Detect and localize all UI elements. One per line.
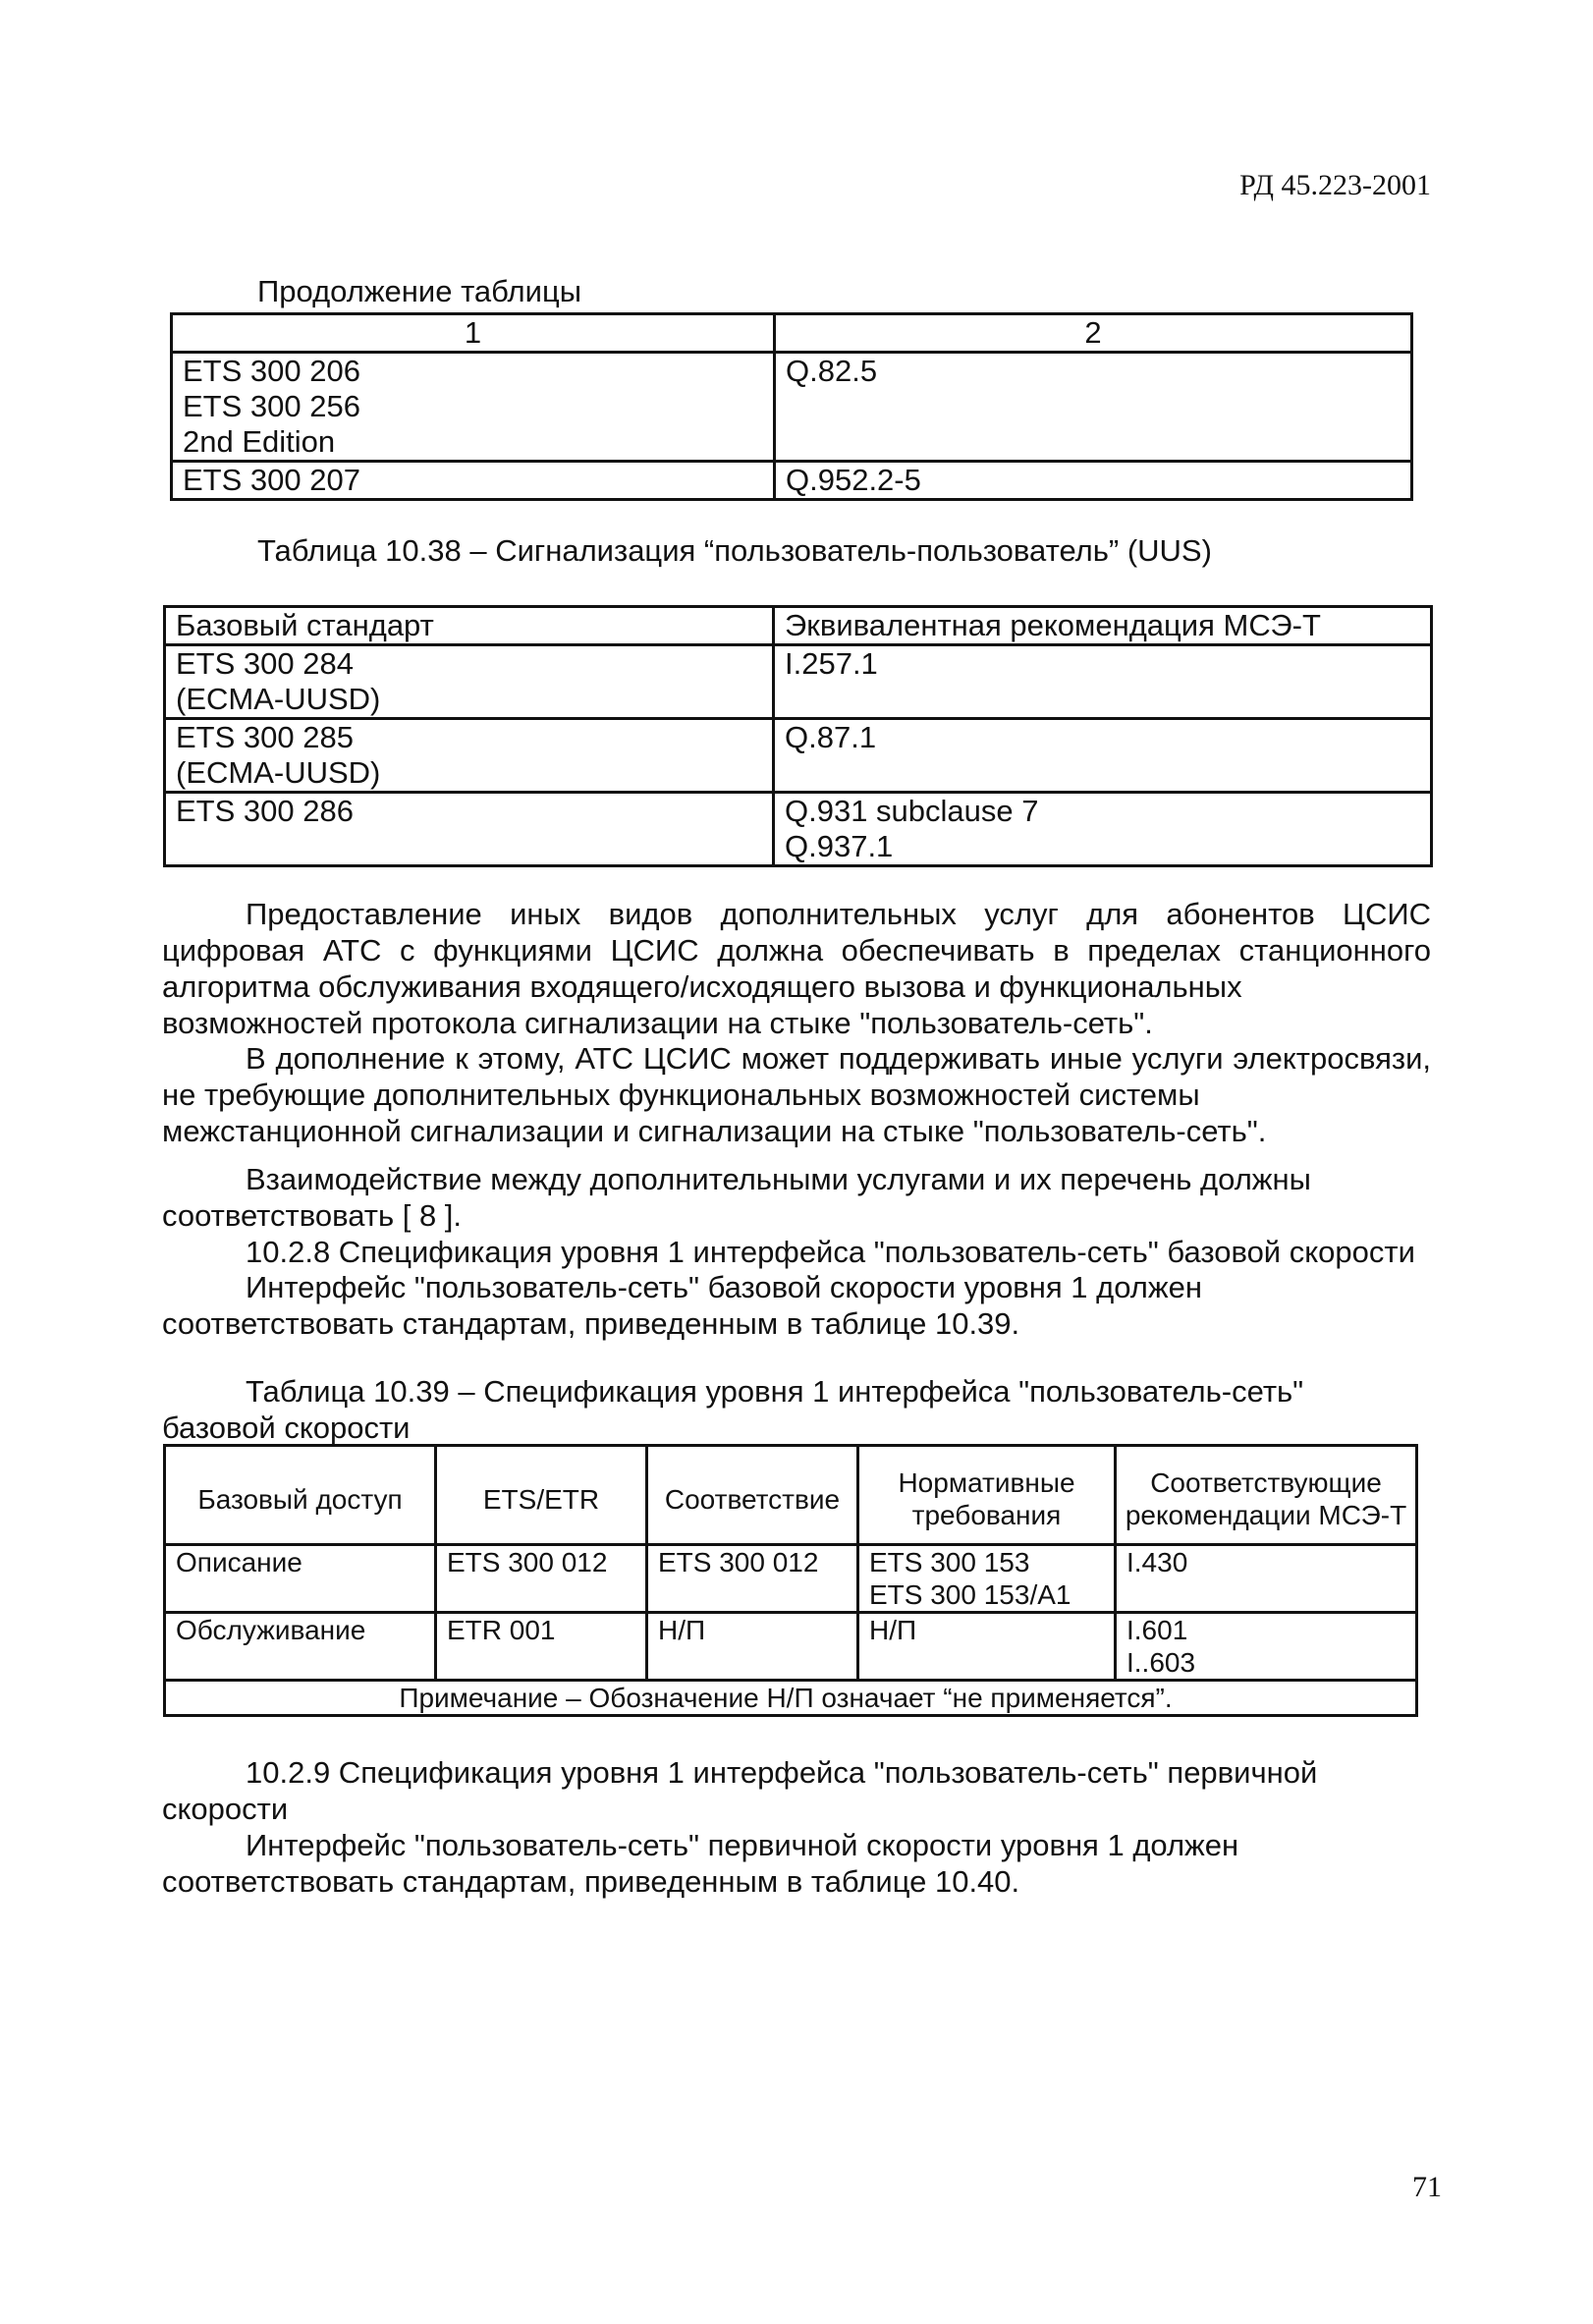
page-number: 71	[1412, 2171, 1442, 2203]
column-header: Соответствующие рекомендации МСЭ-Т	[1116, 1446, 1417, 1545]
table-row	[165, 645, 1432, 719]
paragraph: Интерфейс "пользователь-сеть" базовой скорости уровня 1 должен соответствовать стандартам, приведенным в таблице 10.39.	[162, 1270, 1202, 1341]
document-code: РД 45.223-2001	[1239, 169, 1431, 201]
table-cell: ETR 001	[436, 1613, 647, 1681]
table-row	[172, 353, 1412, 462]
table-cell: I.601 I..603	[1116, 1613, 1417, 1681]
section-heading-10-2-9: 10.2.9 Спецификация уровня 1 интерфейса "пользователь-сеть" первичной скорости	[162, 1755, 1318, 1826]
table-cell: Н/П	[858, 1613, 1116, 1681]
table-cell: ETS 300 153 ETS 300 153/A1	[858, 1545, 1116, 1613]
table-cell: Q.82.5	[775, 353, 1412, 462]
table-row	[165, 1545, 1417, 1613]
column-header: Соответствие	[647, 1446, 858, 1545]
table-row	[165, 793, 1432, 866]
paragraph: Интерфейс "пользователь-сеть" первичной скорости уровня 1 должен соответствовать стандартам, приведенным в таблице 10.40.	[162, 1828, 1239, 1899]
table-cell: I.257.1	[774, 645, 1432, 719]
table-header-row	[165, 1446, 1417, 1545]
table-cell: ETS 300 012	[436, 1545, 647, 1613]
column-header: 1	[172, 314, 775, 353]
table-continuation	[170, 312, 1413, 501]
table-header-row	[165, 607, 1432, 645]
table-cell: ETS 300 207	[172, 462, 775, 500]
table-cell: ETS 300 012	[647, 1545, 858, 1613]
column-header: Эквивалентная рекомендация МСЭ-Т	[774, 607, 1432, 645]
table-cell: Q.87.1	[774, 719, 1432, 793]
column-header: 2	[775, 314, 1412, 353]
table-row	[172, 462, 1412, 500]
paragraph: В дополнение к этому, АТС ЦСИС может поддерживать иные услуги электросвязи, не требующие дополнительных функциональных возможностей системы межстанционной сигнализации и сигнализации на стыке "пользователь-сеть".	[162, 1041, 1431, 1148]
column-header: ETS/ETR	[436, 1446, 647, 1545]
column-header: Базовый стандарт	[165, 607, 774, 645]
table-continuation-caption: Продолжение таблицы	[257, 274, 581, 308]
table-cell: Описание	[165, 1545, 436, 1613]
paragraph: Предоставление иных видов дополнительных услуг для абонентов ЦСИС цифровая АТС с функциями ЦСИС должна обеспечивать в пределах станционного алгоритма обслуживания входящего/исходящего вызова и функциональных возможностей протокола сигнализации на стыке "пользователь-сеть".	[162, 897, 1431, 1040]
table-row	[165, 1613, 1417, 1681]
column-header: Нормативные требования	[858, 1446, 1116, 1545]
table-cell: Q.931 subclause 7 Q.937.1	[774, 793, 1432, 866]
column-header: Базовый доступ	[165, 1446, 436, 1545]
paragraph: Взаимодействие между дополнительными услугами и их перечень должны соответствовать [ 8 ].	[162, 1162, 1311, 1233]
table-cell: ETS 300 285 (ECMA-UUSD)	[165, 719, 774, 793]
table-note: Примечание – Обозначение Н/П означает “не применяется”.	[165, 1681, 1417, 1716]
section-heading-10-2-8: 10.2.8 Спецификация уровня 1 интерфейса "пользователь-сеть" базовой скорости	[246, 1235, 1415, 1269]
table-row	[165, 719, 1432, 793]
table-cell: ETS 300 286	[165, 793, 774, 866]
table-38	[163, 605, 1433, 867]
table-39-caption: Таблица 10.39 – Спецификация уровня 1 интерфейса "пользователь-сеть" базовой скорости	[162, 1374, 1304, 1445]
table-note-row	[165, 1681, 1417, 1716]
table-39	[163, 1444, 1418, 1717]
table-cell: ETS 300 284 (ECMA-UUSD)	[165, 645, 774, 719]
table-cell: ETS 300 206 ETS 300 256 2nd Edition	[172, 353, 775, 462]
table-cell: I.430	[1116, 1545, 1417, 1613]
table-cell: Q.952.2-5	[775, 462, 1412, 500]
table-header-row	[172, 314, 1412, 353]
table-cell: Н/П	[647, 1613, 858, 1681]
table-38-caption: Таблица 10.38 – Сигнализация “пользователь-пользователь” (UUS)	[257, 533, 1212, 568]
table-cell: Обслуживание	[165, 1613, 436, 1681]
